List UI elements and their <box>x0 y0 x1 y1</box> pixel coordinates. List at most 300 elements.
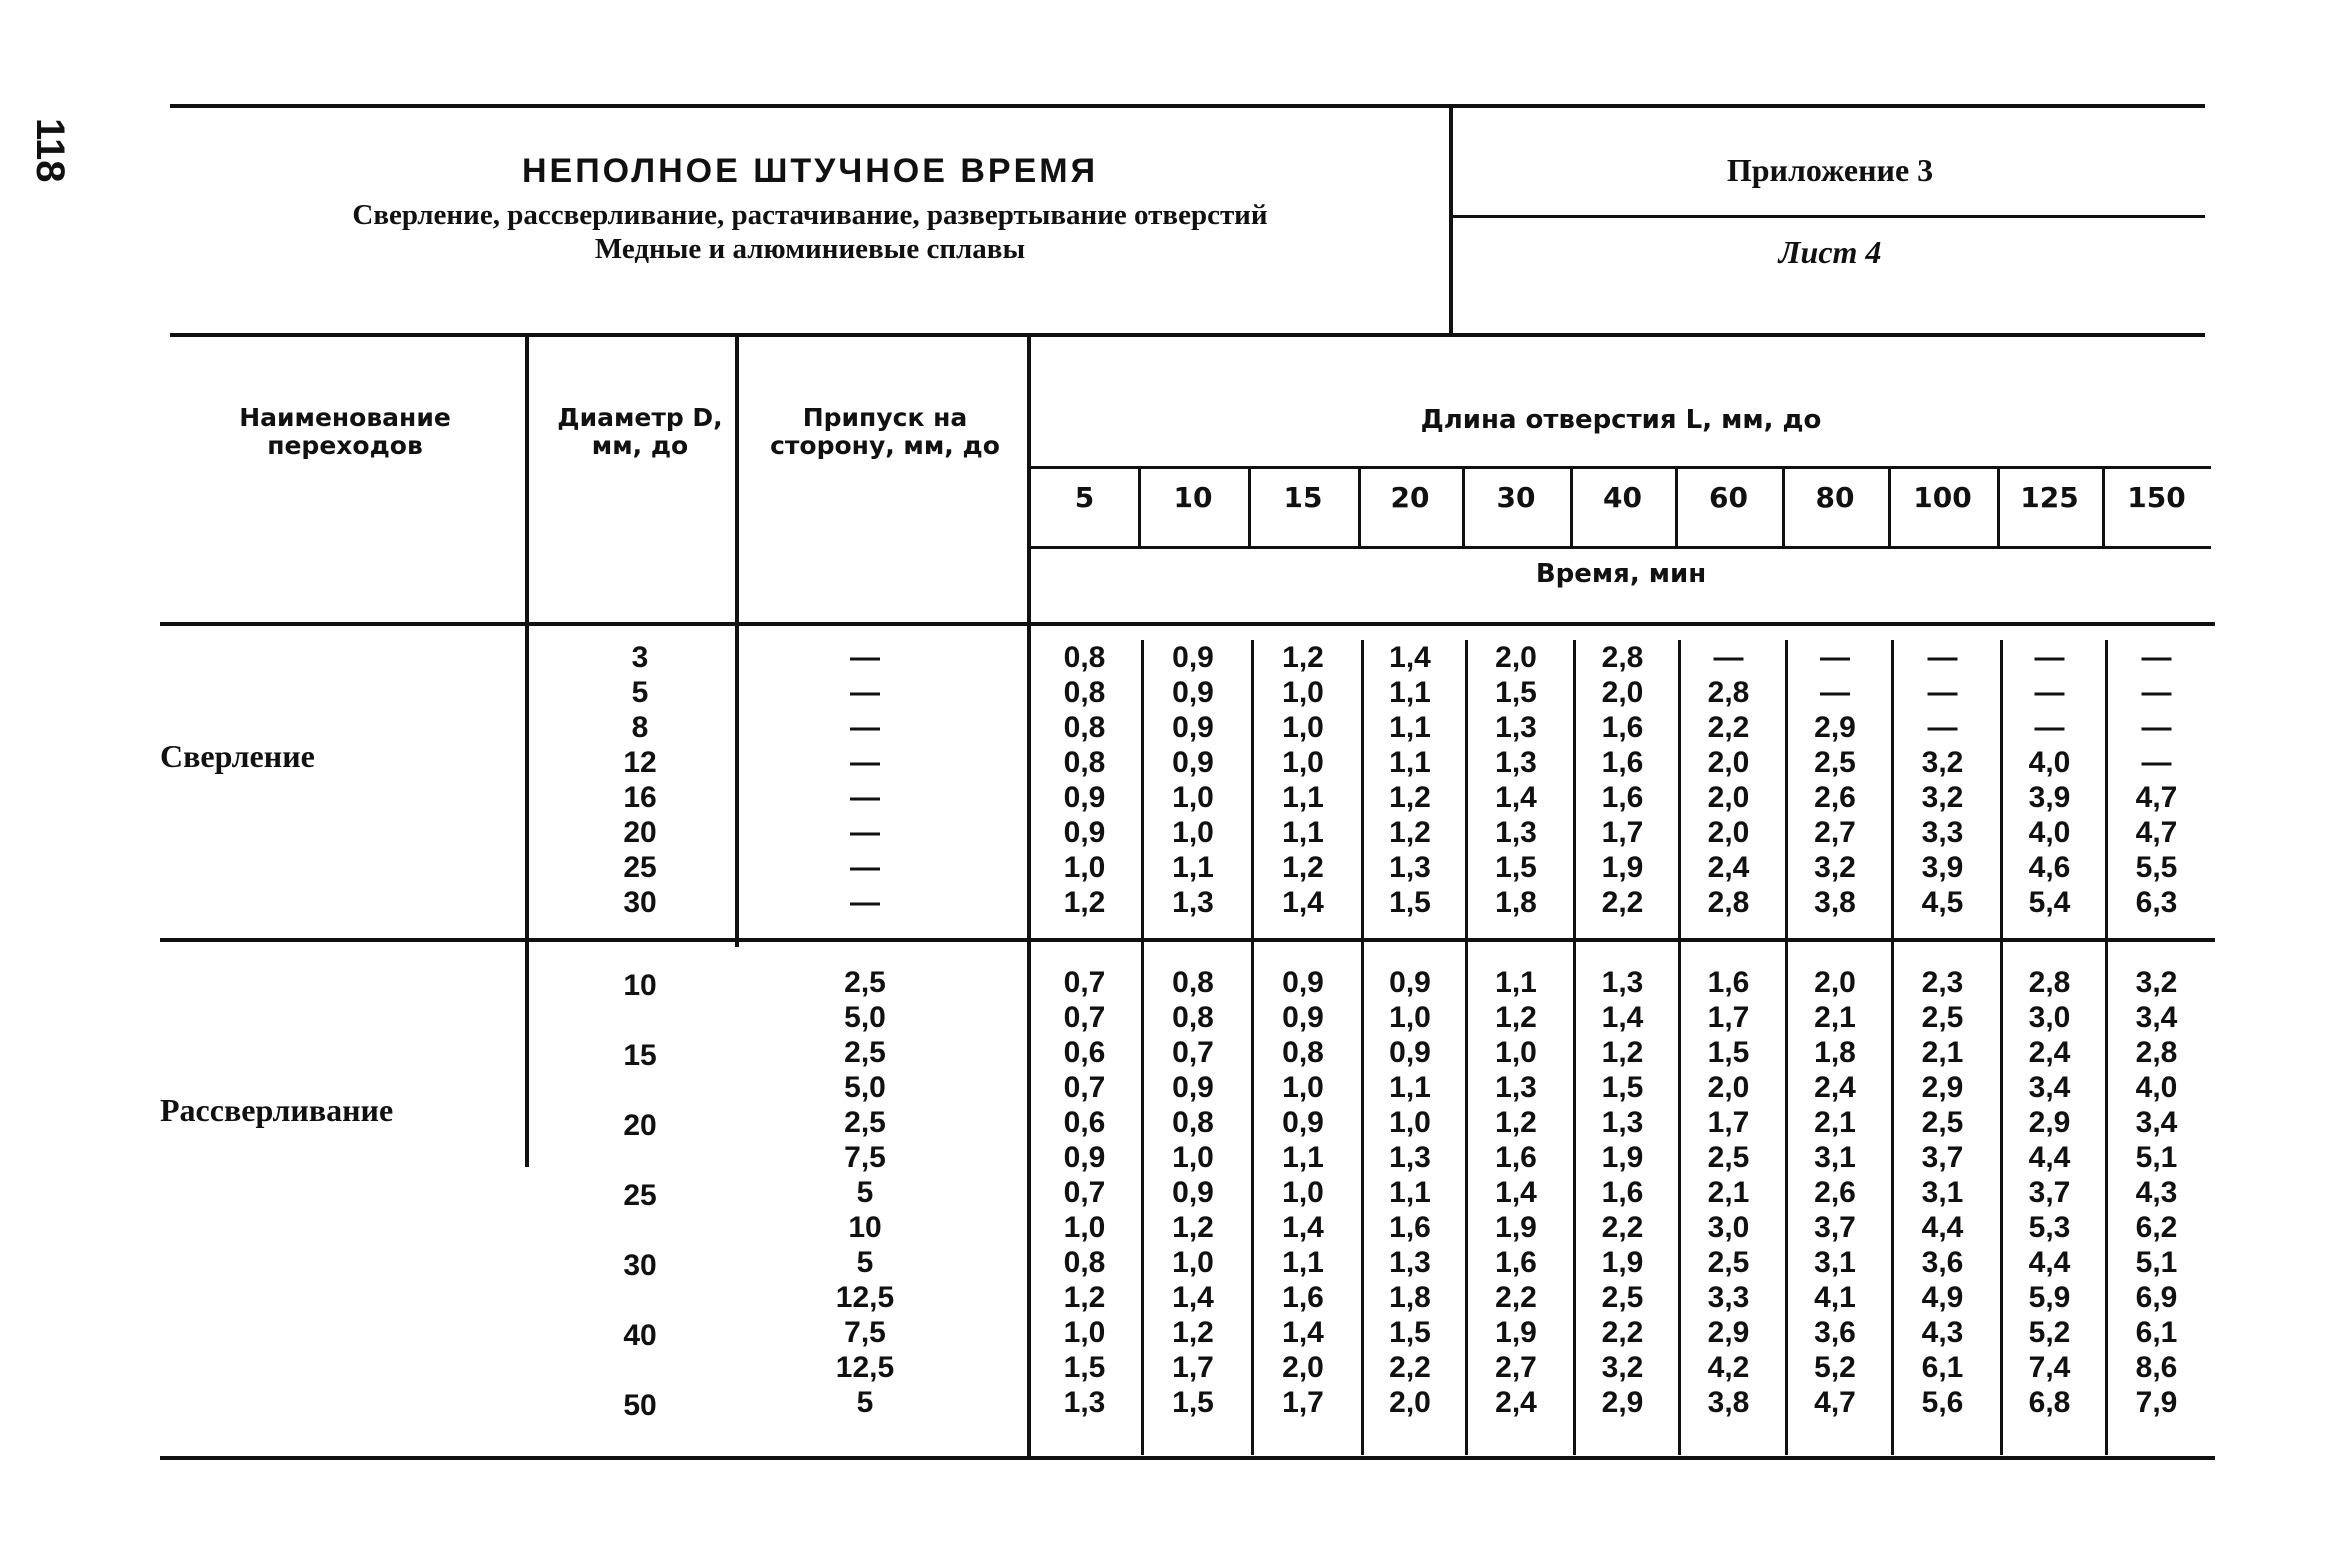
time-value: 1,3 <box>1389 1246 1431 1279</box>
time-value: 1,5 <box>1063 1351 1106 1384</box>
time-value: 1,0 <box>1172 1246 1214 1279</box>
operation-header: Наименование переходов <box>239 403 451 460</box>
time-header-rule <box>1031 546 2211 549</box>
time-value: 0,9 <box>1172 746 1214 779</box>
col-rule-2 <box>735 337 739 947</box>
section-rule <box>160 938 2215 942</box>
time-value: 5,1 <box>2135 1246 2178 1279</box>
time-value: 2,5 <box>1814 746 1856 779</box>
time-value: 0,9 <box>1282 966 1324 999</box>
time-value: 1,2 <box>1282 851 1324 884</box>
time-value: 5,9 <box>2028 1281 2071 1314</box>
time-value: 2,8 <box>2028 966 2071 999</box>
time-value: 2,4 <box>1495 1386 1537 1419</box>
time-value: 5,5 <box>2135 851 2178 884</box>
time-value: 0,9 <box>1389 966 1431 999</box>
time-value: 3,2 <box>1921 746 1964 779</box>
time-value: 3,7 <box>1921 1141 1964 1174</box>
diameter-value: 16 <box>623 781 657 814</box>
time-value: 6,3 <box>2135 886 2178 919</box>
time-value: 1,1 <box>1389 1176 1431 1209</box>
time-value: 1,5 <box>1707 1036 1750 1069</box>
length-value: 10 <box>1173 481 1213 514</box>
time-value: 2,4 <box>1814 1071 1856 1104</box>
time-value: 6,9 <box>2135 1281 2178 1314</box>
time-value: 3,4 <box>2135 1106 2178 1139</box>
time-value: 2,5 <box>1707 1246 1750 1279</box>
page-subtitle <box>165 198 1455 266</box>
time-value: 1,1 <box>1282 1141 1324 1174</box>
subtitle-line-2: Медные и алюминиевые сплавы <box>594 233 1026 265</box>
time-value: 1,6 <box>1495 1141 1537 1174</box>
time-value: 1,9 <box>1601 851 1644 884</box>
length-value: 5 <box>1074 481 1095 514</box>
length-header-rule <box>1031 466 2211 469</box>
allowance-value: 7,5 <box>844 1316 886 1349</box>
diameter-value: 20 <box>623 816 657 849</box>
length-value: 100 <box>1913 481 1972 514</box>
time-value: 1,2 <box>1282 641 1324 674</box>
time-value: 7,4 <box>2028 1351 2071 1384</box>
time-value: 0,6 <box>1063 1106 1106 1139</box>
page-number: 118 <box>28 118 72 183</box>
time-value: 3,1 <box>1814 1141 1856 1174</box>
time-value: 2,5 <box>1601 1281 1644 1314</box>
time-value: 3,1 <box>1814 1246 1856 1279</box>
time-value: 1,7 <box>1707 1001 1750 1034</box>
time-value: 2,6 <box>1814 1176 1856 1209</box>
length-col-rule <box>1888 469 1891 546</box>
time-value: 4,6 <box>2028 851 2071 884</box>
time-value: 0,8 <box>1282 1036 1324 1069</box>
time-value: 0,7 <box>1063 1176 1106 1209</box>
header-top-rule <box>170 104 2205 108</box>
time-value: 1,1 <box>1282 781 1324 814</box>
time-value: 0,9 <box>1063 1141 1106 1174</box>
allowance-header: Припуск на сторону, мм, до <box>770 403 1000 460</box>
length-value: 125 <box>2020 481 2079 514</box>
time-value: 1,3 <box>1495 711 1537 744</box>
time-value: 1,5 <box>1389 886 1431 919</box>
time-value: 2,0 <box>1282 1351 1324 1384</box>
time-value: 2,4 <box>1707 851 1750 884</box>
length-col-rule <box>1570 469 1573 546</box>
header-bottom-rule <box>170 333 2205 337</box>
time-value: 2,8 <box>2135 1036 2178 1069</box>
time-value: 2,0 <box>1601 676 1644 709</box>
time-value: 3,7 <box>2028 1176 2071 1209</box>
length-value: 20 <box>1390 481 1430 514</box>
allowance-value: 5 <box>856 1246 874 1279</box>
time-value: — <box>2141 676 2172 709</box>
time-value: 1,1 <box>1282 1246 1324 1279</box>
time-value: — <box>1713 641 1744 674</box>
time-value: — <box>2141 641 2172 674</box>
time-value: 2,9 <box>1707 1316 1750 1349</box>
time-value: 2,2 <box>1389 1351 1431 1384</box>
time-value: 1,2 <box>1601 1036 1644 1069</box>
allowance-value: 5,0 <box>844 1001 886 1034</box>
allowance-value: 5,0 <box>844 1071 886 1104</box>
time-value: 1,0 <box>1282 1176 1324 1209</box>
time-value: 5,3 <box>2028 1211 2071 1244</box>
diameter-value: 30 <box>623 886 657 919</box>
time-value: — <box>2034 711 2065 744</box>
time-value: 1,3 <box>1389 1141 1431 1174</box>
length-header: Длина отверстия L, мм, до <box>1420 405 1822 435</box>
allowance-value: 5 <box>856 1176 874 1209</box>
time-value: 1,5 <box>1601 1071 1644 1104</box>
time-value: 2,5 <box>1707 1141 1750 1174</box>
time-value: 1,0 <box>1282 746 1324 779</box>
time-value: 2,9 <box>1921 1071 1964 1104</box>
time-value: 3,9 <box>1921 851 1964 884</box>
time-value: 2,7 <box>1495 1351 1537 1384</box>
time-value: 1,9 <box>1601 1246 1644 1279</box>
appendix-label: Приложение 3 <box>1726 152 1934 188</box>
time-value: 5,1 <box>2135 1141 2178 1174</box>
time-value: 3,9 <box>2028 781 2071 814</box>
allowance-value: 7,5 <box>844 1141 886 1174</box>
time-value: 3,2 <box>2135 966 2178 999</box>
time-value: 1,2 <box>1389 781 1431 814</box>
time-value: 2,9 <box>1814 711 1856 744</box>
time-value: 1,1 <box>1172 851 1214 884</box>
time-value: 3,3 <box>1707 1281 1750 1314</box>
diameter-value: 8 <box>631 711 649 744</box>
time-value: — <box>1820 676 1850 709</box>
diameter-value: 12 <box>623 746 657 779</box>
time-value: 1,4 <box>1601 1001 1644 1034</box>
time-value: 2,2 <box>1707 711 1750 744</box>
time-value: 4,4 <box>2028 1246 2071 1279</box>
time-value: 0,9 <box>1282 1106 1324 1139</box>
time-value: 3,8 <box>1707 1386 1750 1419</box>
time-value: — <box>2034 676 2065 709</box>
diameter-value: 15 <box>623 1039 657 1072</box>
time-value: 0,7 <box>1172 1036 1214 1069</box>
time-value: 0,7 <box>1063 1001 1106 1034</box>
time-value: 6,8 <box>2028 1386 2071 1419</box>
time-value: 1,4 <box>1282 1316 1324 1349</box>
time-value: 1,4 <box>1495 781 1537 814</box>
time-value: 0,8 <box>1063 1246 1106 1279</box>
time-value: 0,9 <box>1172 711 1214 744</box>
time-value: 1,2 <box>1495 1106 1537 1139</box>
allowance-value: 10 <box>848 1211 882 1244</box>
time-value: 7,9 <box>2135 1386 2178 1419</box>
allowance-value: 2,5 <box>844 1036 886 1069</box>
time-value: 1,3 <box>1389 851 1431 884</box>
length-col-rule <box>1782 469 1785 546</box>
time-value: — <box>2034 641 2065 674</box>
time-value: 0,8 <box>1063 746 1106 779</box>
time-value: 1,1 <box>1389 676 1431 709</box>
allowance-value: — <box>850 641 880 674</box>
time-value: — <box>2141 746 2172 779</box>
time-value: — <box>1927 711 1958 744</box>
time-value: 1,2 <box>1063 886 1106 919</box>
time-value: 4,5 <box>1921 886 1964 919</box>
time-value: 2,8 <box>1707 676 1750 709</box>
time-value: 1,1 <box>1495 966 1537 999</box>
time-value: 1,0 <box>1495 1036 1537 1069</box>
length-value: 40 <box>1603 481 1642 514</box>
time-value: 1,1 <box>1389 746 1431 779</box>
time-value: 0,8 <box>1063 641 1106 674</box>
time-value: 4,1 <box>1814 1281 1856 1314</box>
allowance-value: — <box>850 816 880 849</box>
length-value: 60 <box>1709 481 1748 514</box>
time-value: 3,1 <box>1921 1176 1964 1209</box>
time-value: 1,6 <box>1707 966 1750 999</box>
time-value: 1,6 <box>1601 1176 1644 1209</box>
operation-name: Рассверливание <box>160 1092 394 1128</box>
time-value: 2,5 <box>1921 1001 1964 1034</box>
time-value: 1,0 <box>1282 711 1324 744</box>
time-value: 1,2 <box>1172 1211 1214 1244</box>
time-value: 1,4 <box>1282 1211 1324 1244</box>
time-header: Время, мин <box>1535 559 1707 589</box>
time-value: 3,7 <box>1814 1211 1856 1244</box>
time-value: 3,2 <box>1814 851 1856 884</box>
time-value: 3,4 <box>2028 1071 2071 1104</box>
time-value: 2,7 <box>1814 816 1856 849</box>
time-value: 1,0 <box>1282 676 1324 709</box>
allowance-value: 5 <box>856 1386 874 1419</box>
length-value: 80 <box>1815 481 1855 514</box>
diameter-value: 3 <box>631 641 649 674</box>
sheet-label: Лист 4 <box>1778 234 1882 270</box>
time-value: — <box>1927 641 1958 674</box>
allowance-value: 12,5 <box>835 1281 895 1314</box>
time-value: 1,3 <box>1601 966 1644 999</box>
allowance-value: — <box>850 711 880 744</box>
time-value: 2,1 <box>1921 1036 1964 1069</box>
time-value: 1,3 <box>1063 1386 1106 1419</box>
time-value: 5,2 <box>1814 1351 1856 1384</box>
time-value: 2,0 <box>1707 816 1750 849</box>
page-title: НЕПОЛНОЕ ШТУЧНОЕ ВРЕМЯ <box>521 152 1099 190</box>
time-value: 2,1 <box>1707 1176 1750 1209</box>
time-value: 2,2 <box>1601 1316 1644 1349</box>
header-body-rule <box>160 622 2215 626</box>
time-value: 1,9 <box>1495 1316 1537 1349</box>
time-value: 0,9 <box>1063 816 1106 849</box>
time-value: 0,9 <box>1063 781 1106 814</box>
time-value: 4,7 <box>2135 816 2178 849</box>
time-value: 4,0 <box>2028 746 2071 779</box>
length-col-rule <box>1248 469 1251 546</box>
time-value: 2,6 <box>1814 781 1856 814</box>
time-value: 6,2 <box>2135 1211 2178 1244</box>
time-value: 3,0 <box>1707 1211 1750 1244</box>
time-value: 1,9 <box>1495 1211 1537 1244</box>
time-value: 1,2 <box>1172 1316 1214 1349</box>
time-value: 1,6 <box>1601 781 1644 814</box>
subtitle-line-1: Сверление, рассверливание, растачивание, развертывание отверстий <box>352 199 1268 231</box>
time-value: 1,0 <box>1172 1141 1214 1174</box>
time-value: 0,8 <box>1172 966 1214 999</box>
time-value: 2,1 <box>1814 1001 1856 1034</box>
time-value: 3,2 <box>1921 781 1964 814</box>
time-value: 5,6 <box>1921 1386 1964 1419</box>
time-value: 2,0 <box>1495 641 1537 674</box>
time-value: — <box>2141 711 2172 744</box>
time-value: 1,1 <box>1389 711 1431 744</box>
time-value: 2,9 <box>2028 1106 2071 1139</box>
time-value: 1,7 <box>1282 1386 1324 1419</box>
time-value: 1,6 <box>1495 1246 1537 1279</box>
diameter-value: 20 <box>623 1109 657 1142</box>
time-value: 2,5 <box>1921 1106 1964 1139</box>
time-value: 1,7 <box>1172 1351 1214 1384</box>
time-value: 2,8 <box>1601 641 1644 674</box>
time-value: 1,0 <box>1389 1001 1431 1034</box>
time-value: 1,4 <box>1172 1281 1214 1314</box>
time-value: 3,4 <box>2135 1001 2178 1034</box>
time-value: 1,4 <box>1282 886 1324 919</box>
time-value: 4,3 <box>1921 1316 1964 1349</box>
time-value: 0,9 <box>1282 1001 1324 1034</box>
time-value: 1,5 <box>1389 1316 1431 1349</box>
time-value: 0,8 <box>1063 711 1106 744</box>
col-rule-1 <box>525 337 529 1167</box>
time-value: 1,3 <box>1495 1071 1537 1104</box>
time-value: 0,9 <box>1389 1036 1431 1069</box>
time-value: 4,4 <box>2028 1141 2071 1174</box>
time-value: 1,7 <box>1601 816 1644 849</box>
time-value: 1,3 <box>1495 746 1537 779</box>
time-value: 1,9 <box>1601 1141 1644 1174</box>
diameter-value: 25 <box>623 851 657 884</box>
time-value: 4,7 <box>2135 781 2178 814</box>
time-value: 2,8 <box>1707 886 1750 919</box>
time-value: 1,7 <box>1707 1106 1750 1139</box>
time-value: 4,0 <box>2135 1071 2178 1104</box>
time-value: 1,0 <box>1063 851 1106 884</box>
allowance-value: — <box>850 676 880 709</box>
time-value: 1,5 <box>1172 1386 1214 1419</box>
time-value: 3,8 <box>1814 886 1856 919</box>
time-value: — <box>1820 641 1850 674</box>
time-value: 1,6 <box>1601 746 1644 779</box>
time-value: 6,1 <box>1921 1351 1964 1384</box>
diameter-value: 5 <box>631 676 649 709</box>
allowance-value: 12,5 <box>835 1351 895 1384</box>
length-col-rule <box>1462 469 1465 546</box>
length-col-rule <box>2102 469 2105 546</box>
time-value: 1,2 <box>1063 1281 1106 1314</box>
diameter-value: 50 <box>623 1389 657 1422</box>
time-value: 0,7 <box>1063 1071 1106 1104</box>
time-value: 1,6 <box>1389 1211 1431 1244</box>
time-value: 0,9 <box>1172 1071 1214 1104</box>
diameter-value: 10 <box>623 969 657 1002</box>
time-value: 4,7 <box>1814 1386 1856 1419</box>
allowance-value: 2,5 <box>844 966 886 999</box>
operation-name: Сверление <box>160 738 315 774</box>
time-value: 0,9 <box>1172 641 1214 674</box>
length-col-rule <box>1997 469 2000 546</box>
time-value: 6,1 <box>2135 1316 2178 1349</box>
time-value: 2,9 <box>1601 1386 1644 1419</box>
time-value: 1,0 <box>1063 1211 1106 1244</box>
time-value: 3,6 <box>1921 1246 1964 1279</box>
time-value: 1,8 <box>1389 1281 1431 1314</box>
time-value: 1,0 <box>1172 816 1214 849</box>
diameter-value: 25 <box>623 1179 657 1212</box>
time-value: 3,6 <box>1814 1316 1856 1349</box>
time-value: 1,1 <box>1282 816 1324 849</box>
allowance-value: — <box>850 851 880 884</box>
time-value: 5,2 <box>2028 1316 2071 1349</box>
time-value: 3,0 <box>2028 1001 2071 1034</box>
time-value: 3,2 <box>1601 1351 1644 1384</box>
time-value: 1,3 <box>1172 886 1214 919</box>
time-value: 1,5 <box>1495 851 1537 884</box>
time-value: 2,2 <box>1601 886 1644 919</box>
time-value: 1,6 <box>1282 1281 1324 1314</box>
time-value: 2,3 <box>1921 966 1964 999</box>
time-value: 0,6 <box>1063 1036 1106 1069</box>
diameter-header: Диаметр D, мм, до <box>557 403 723 460</box>
allowance-value: — <box>850 746 880 779</box>
time-value: 0,7 <box>1063 966 1106 999</box>
time-value: 1,4 <box>1495 1176 1537 1209</box>
allowance-value: — <box>850 886 880 919</box>
time-value: 2,1 <box>1814 1106 1856 1139</box>
appendix-rule <box>1453 215 2205 218</box>
time-value: 1,0 <box>1172 781 1214 814</box>
time-value: 1,3 <box>1495 816 1537 849</box>
time-value: 2,0 <box>1389 1386 1431 1419</box>
time-value: 0,8 <box>1172 1106 1214 1139</box>
time-value: 0,9 <box>1172 1176 1214 1209</box>
time-value: 2,2 <box>1495 1281 1537 1314</box>
time-value: 1,0 <box>1389 1106 1431 1139</box>
time-value: 1,2 <box>1389 816 1431 849</box>
allowance-value: 2,5 <box>844 1106 886 1139</box>
time-value: 1,5 <box>1495 676 1537 709</box>
time-value: 1,0 <box>1282 1071 1324 1104</box>
time-value: 0,8 <box>1172 1001 1214 1034</box>
length-col-rule <box>1675 469 1678 546</box>
time-value: 1,0 <box>1063 1316 1106 1349</box>
time-value: 3,3 <box>1921 816 1964 849</box>
time-value: 1,4 <box>1389 641 1431 674</box>
time-value: 1,1 <box>1389 1071 1431 1104</box>
length-value: 150 <box>2127 481 2186 514</box>
time-value: 4,0 <box>2028 816 2071 849</box>
allowance-value: — <box>850 781 880 814</box>
time-value: 2,0 <box>1707 746 1750 779</box>
time-value: 1,8 <box>1495 886 1537 919</box>
table-bottom-rule <box>160 1456 2215 1460</box>
length-value: 30 <box>1496 481 1536 514</box>
time-value: 2,0 <box>1707 1071 1750 1104</box>
time-value: 2,2 <box>1601 1211 1644 1244</box>
time-value: 4,4 <box>1921 1211 1964 1244</box>
time-value: 0,8 <box>1063 676 1106 709</box>
length-col-rule <box>1358 469 1361 546</box>
time-value: 0,9 <box>1172 676 1214 709</box>
time-value: 5,4 <box>2028 886 2071 919</box>
diameter-value: 40 <box>623 1319 657 1352</box>
diameter-value: 30 <box>623 1249 657 1282</box>
time-value: 4,3 <box>2135 1176 2178 1209</box>
time-value: 2,4 <box>2028 1036 2071 1069</box>
